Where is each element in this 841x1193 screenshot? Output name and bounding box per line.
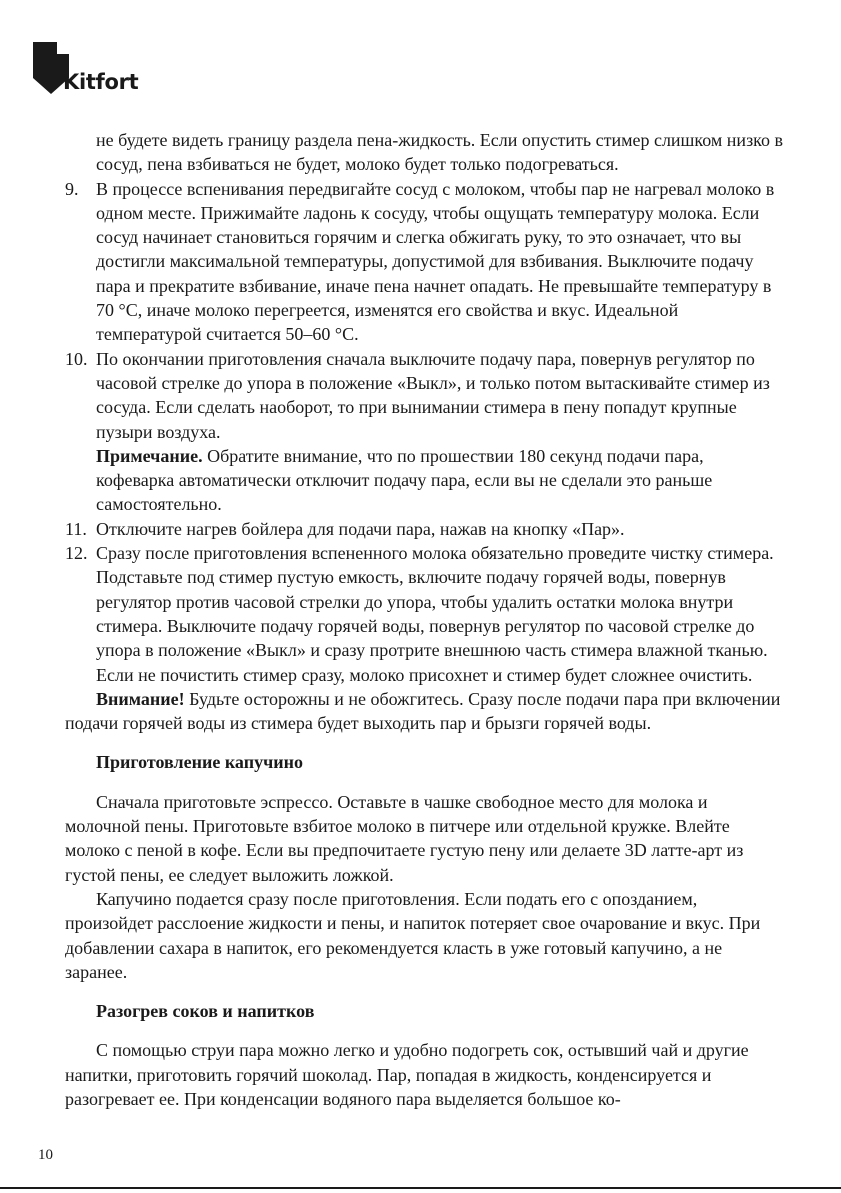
warning-text: Будьте осторожны и не обожгитесь. Сразу после подачи пара при включении подачи горячей воды из стимера будет выходить пар и брызги горячей воды. [65,688,781,734]
step-12 [65,541,785,687]
cappuccino-paragraph-1: Сначала приготовьте эспрессо. Оставьте в чашке свободное место для молока и молочной пены. Приготовьте взбитое молоко в питчере или отдельной кружке. Влейте молоко с пеной в кофе. Если вы предпочитаете густую пену или делаете 3D латте-арт из густой пены, ее следует выложить ложкой. [65,791,744,885]
step-text: Сразу после приготовления вспененного молока обязательно проведите чистку стимера. Подставьте под стимер пустую емкость, включите подачу горячей воды, повернув регулятор против часовой стрелки до упора, чтобы удалить остатки молока внутри стимера. Выключите подачу горячей воды, повернув регулятор по часовой стрелке до упора в положение «Выкл» и сразу протрите внешнюю часть стимера влажной тканью. Если не почистить стимер сразу, молоко присохнет и стимер будет сложнее очистить. [96,543,774,685]
brand-name: Kitfort [63,70,139,94]
step-9 [65,177,785,347]
section-heading-cappuccino: Приготовление капучино [96,752,303,773]
brand-logo [33,42,163,102]
step-text: По окончании приготовления сначала выключите подачу пара, повернув регулятор по часовой стрелке до упора в положение «Выкл», и только потом вытаскивайте стимер из сосуда. Если сделать наоборот, то при вынимании стимера в пену попадут крупные пузыри воздуха. [96,348,770,442]
continued-step-text: не будете видеть границу раздела пена-жидкость. Если опустить стимер слишком низко в сосуд, пена взбиваться не будет, молоко будет только подогреваться. [96,130,784,175]
step-text: Отключите нагрев бойлера для подачи пара, нажав на кнопку «Пар». [96,518,625,539]
step-11 [65,517,785,541]
cappuccino-paragraph-2: Капучино подается сразу после приготовления. Если подать его с опозданием, произойдет расслоение жидкости и пены, и напиток потеряет свое очарование и вкус. При добавлении сахара в напиток, его рекомендуется класть в уже готовый капучино, а не заранее. [65,888,761,982]
section-heading-juice-heating: Разогрев соков и напитков [96,1001,315,1022]
note-text: Обратите внимание, что по прошествии 180 секунд подачи пара, кофеварка автоматически отключит подачу пара, если вы не сделали это раньше самостоятельно. [96,445,713,515]
step-text: В процессе вспенивания передвигайте сосуд с молоком, чтобы пар не нагревал молоко в одном месте. Прижимайте ладонь к сосуду, чтобы ощущать температуру молока. Если сосуд начинает становиться горячим и слегка обжигать руку, то это означает, что вы достигли максимальной температуры, допустимой для взбивания. Выключите подачу пара и прекратите взбивание, иначе пена начнет опадать. Не превышайте температуру в 70 °C, иначе молоко перегреется, изменятся его свойства и вкус. Идеальной температурой считается 50–60 °C. [96,178,775,345]
warning-paragraph [65,687,785,736]
note-label: Примечание. [96,445,203,466]
juice-heating-paragraph-1: С помощью струи пара можно легко и удобно подогреть сок, остывший чай и другие напитки, приготовить горячий шоколад. Пар, попадая в жидкость, конденсируется и разогревает ее. При конденсации водяного пара выделяется большое ко- [65,1040,749,1109]
step-number: 10. [65,348,88,369]
step-number: 12. [65,543,88,564]
page-content [65,128,785,1111]
step-number: 11. [65,518,87,539]
page-number: 10 [38,1147,53,1163]
warning-label: Внимание! [96,688,185,709]
step-number: 9. [65,178,79,199]
step-10 [65,347,785,444]
note-paragraph [65,444,785,517]
bottom-rule [0,1187,841,1189]
